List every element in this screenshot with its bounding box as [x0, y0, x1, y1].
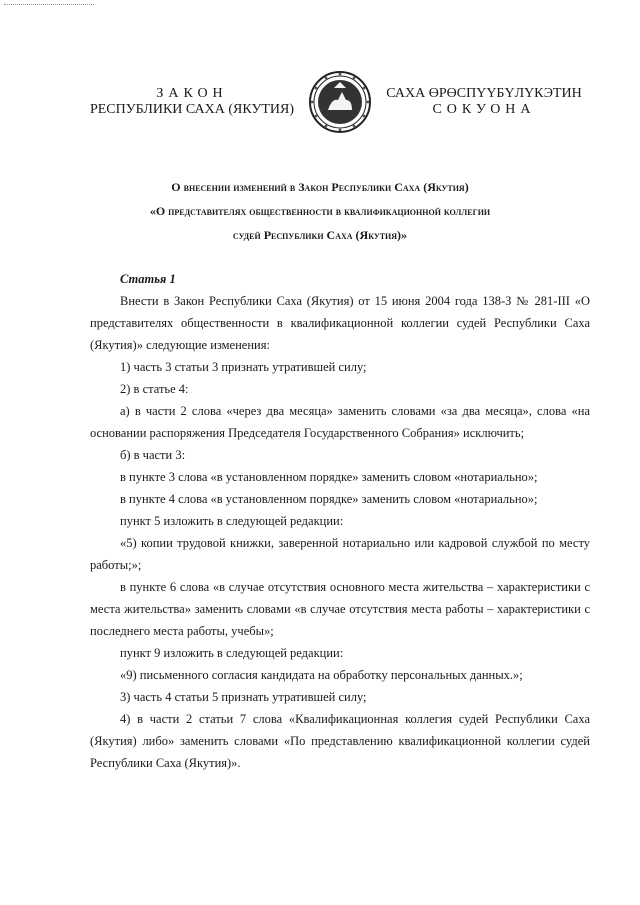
- paragraph: 2) в статье 4:: [120, 382, 189, 396]
- paragraph: 3) часть 4 статьи 5 признать утратившей силу;: [120, 690, 367, 704]
- paragraph: пункт 9 изложить в следующей редакции:: [120, 646, 344, 660]
- paragraph: пункт 5 изложить в следующей редакции:: [120, 514, 344, 528]
- paragraph: в пункте 4 слова «в установленном порядке» заменить словом «нотариально»;: [120, 492, 538, 506]
- header-left: [72, 86, 312, 118]
- paragraph: 4) в части 2 статьи 7 слова «Квалификационная коллегия судей Республики Саха (Якутия) либо» заменить словами «По представлению квалификационной коллегии судей Республики Саха (Якутия)».: [90, 712, 590, 770]
- paragraph: в пункте 6 слова «в случае отсутствия основного места жительства – характеристики с места жительства» заменить словами «в случае отсутствия места работы – характеристики с последнего места работы, учебы»;: [90, 580, 590, 638]
- header-right-line2: СОКУОНА: [432, 102, 536, 117]
- paragraph: Внести в Закон Республики Саха (Якутия) от 15 июня 2004 года 138-З № 281-III «О представителях общественности в квалификационной коллегии судей Республики Саха (Якутия)» следующие изменения:: [90, 294, 590, 352]
- paragraph: 1) часть 3 статьи 3 признать утратившей силу;: [120, 360, 367, 374]
- paragraph: б) в части 3:: [120, 448, 186, 462]
- title-line3: судей Республики Саха (Якутия)»: [232, 228, 408, 242]
- title-line2: «О представителях общественности в квалификационной коллегии: [149, 204, 491, 218]
- law-body: [90, 268, 590, 774]
- header-left-line2: РЕСПУБЛИКИ САХА (ЯКУТИЯ): [89, 102, 295, 117]
- header-left-line1: ЗАКОН: [156, 86, 228, 101]
- paragraph: в пункте 3 слова «в установленном порядке» заменить словом «нотариально»;: [120, 470, 538, 484]
- article-heading: Статья 1: [120, 272, 176, 286]
- scan-mark: [4, 4, 94, 6]
- title-line1: О внесении изменений в Закон Республики Саха (Якутия): [171, 180, 469, 194]
- paragraph: «5) копии трудовой книжки, заверенной нотариально или кадровой службой по месту работы;»;: [90, 536, 590, 572]
- paragraph: а) в части 2 слова «через два месяца» заменить словами «за два месяца», слова «на основании распоряжения Председателя Государственного Собрания» исключить;: [90, 404, 590, 440]
- law-title: [90, 175, 550, 247]
- header-right-line1: САХА ӨРӨСПҮҮБҮЛҮКЭТИН: [386, 86, 582, 101]
- paragraph: «9) письменного согласия кандидата на обработку персональных данных.»;: [120, 668, 523, 682]
- coat-of-arms-emblem: [308, 70, 372, 134]
- header-right: [364, 86, 604, 118]
